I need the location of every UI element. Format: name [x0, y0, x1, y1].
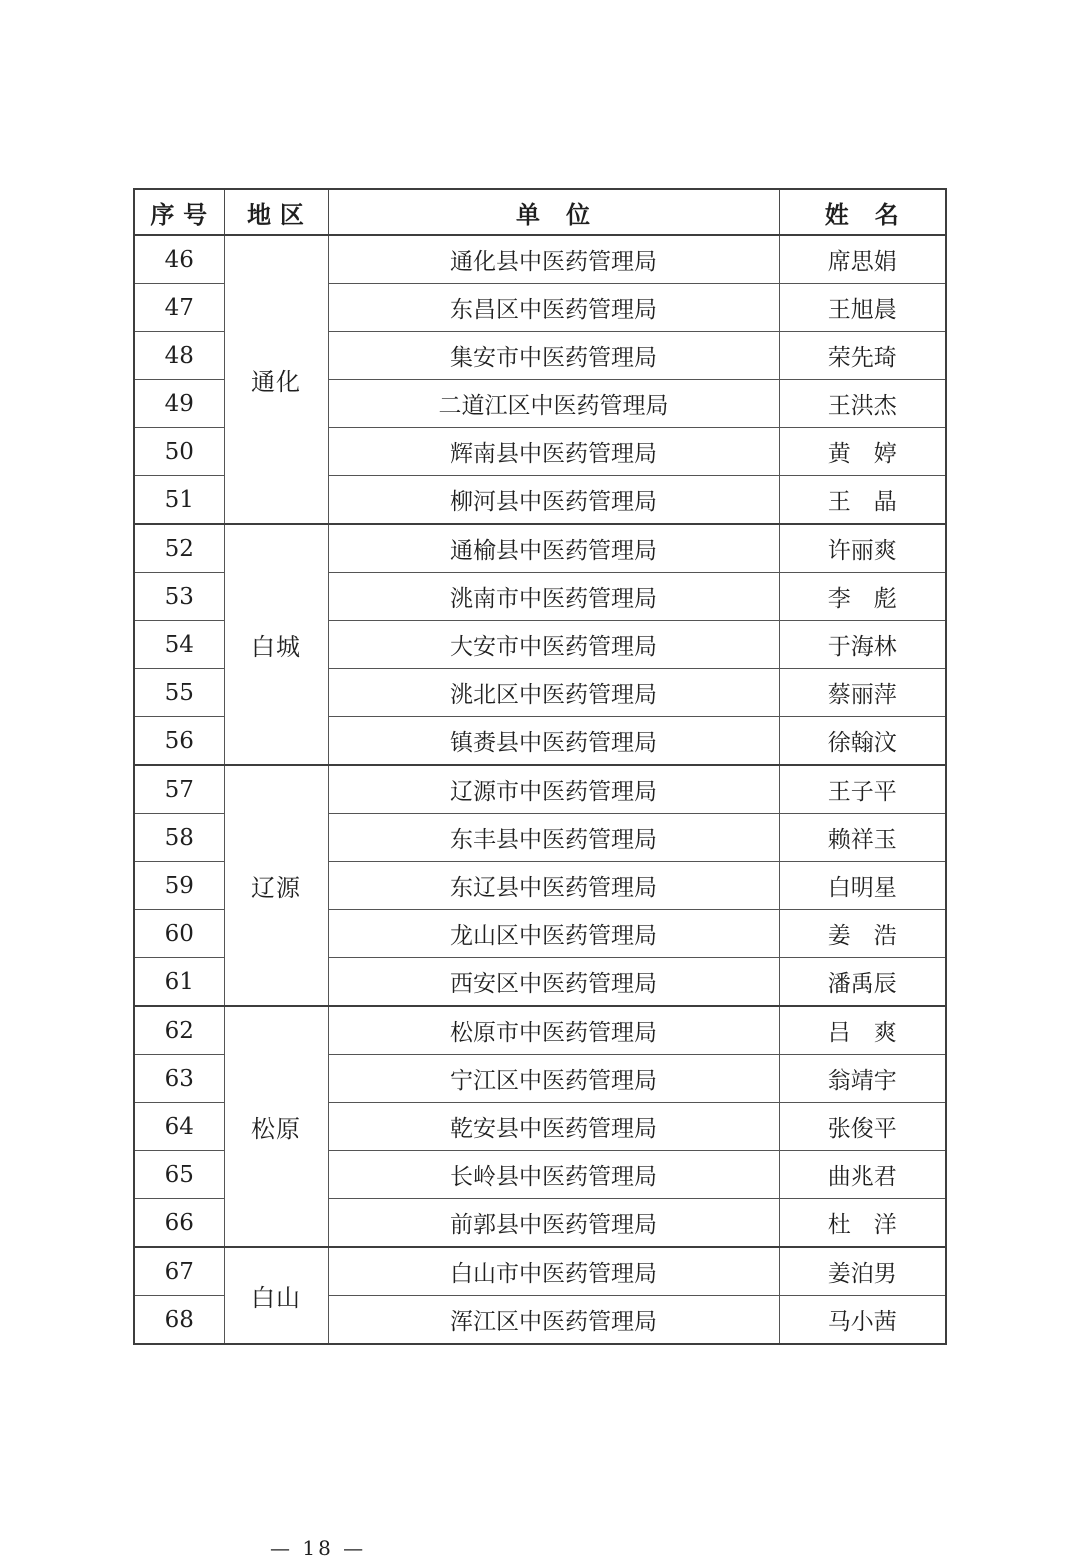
roster-table — [133, 188, 947, 1345]
cell-unit: 镇赉县中医药管理局 — [328, 717, 779, 766]
cell-unit: 集安市中医药管理局 — [328, 332, 779, 380]
cell-serial: 66 — [134, 1199, 224, 1248]
cell-unit: 龙山区中医药管理局 — [328, 910, 779, 958]
header-unit: 单 位 — [328, 189, 779, 235]
cell-serial: 50 — [134, 428, 224, 476]
cell-serial: 57 — [134, 765, 224, 814]
cell-serial: 67 — [134, 1247, 224, 1296]
table-row — [134, 1006, 946, 1055]
cell-unit: 长岭县中医药管理局 — [328, 1151, 779, 1199]
cell-unit: 宁江区中医药管理局 — [328, 1055, 779, 1103]
cell-serial: 64 — [134, 1103, 224, 1151]
cell-serial: 60 — [134, 910, 224, 958]
cell-name: 姜泊男 — [779, 1247, 946, 1296]
cell-name: 潘禹辰 — [779, 958, 946, 1007]
cell-region: 辽源 — [224, 765, 328, 1006]
cell-serial: 55 — [134, 669, 224, 717]
header-region: 地 区 — [224, 189, 328, 235]
cell-serial: 65 — [134, 1151, 224, 1199]
cell-serial: 56 — [134, 717, 224, 766]
cell-serial: 52 — [134, 524, 224, 573]
cell-name: 张俊平 — [779, 1103, 946, 1151]
cell-name: 姜 浩 — [779, 910, 946, 958]
header-row — [134, 189, 946, 235]
cell-serial: 51 — [134, 476, 224, 525]
cell-name: 席思娟 — [779, 235, 946, 284]
cell-name: 于海林 — [779, 621, 946, 669]
header-name: 姓 名 — [779, 189, 946, 235]
cell-serial: 59 — [134, 862, 224, 910]
table-row — [134, 524, 946, 573]
cell-name: 许丽爽 — [779, 524, 946, 573]
page-number: — 18 — — [270, 1536, 367, 1560]
cell-serial: 54 — [134, 621, 224, 669]
cell-name: 王子平 — [779, 765, 946, 814]
cell-name: 马小茜 — [779, 1296, 946, 1345]
cell-serial: 58 — [134, 814, 224, 862]
cell-name: 吕 爽 — [779, 1006, 946, 1055]
cell-unit: 前郭县中医药管理局 — [328, 1199, 779, 1248]
cell-unit: 浑江区中医药管理局 — [328, 1296, 779, 1345]
cell-unit: 通榆县中医药管理局 — [328, 524, 779, 573]
cell-serial: 48 — [134, 332, 224, 380]
cell-serial: 47 — [134, 284, 224, 332]
cell-name: 黄 婷 — [779, 428, 946, 476]
cell-unit: 白山市中医药管理局 — [328, 1247, 779, 1296]
cell-unit: 东丰县中医药管理局 — [328, 814, 779, 862]
cell-name: 白明星 — [779, 862, 946, 910]
cell-region: 通化 — [224, 235, 328, 524]
cell-unit: 松原市中医药管理局 — [328, 1006, 779, 1055]
cell-region: 白城 — [224, 524, 328, 765]
cell-unit: 柳河县中医药管理局 — [328, 476, 779, 525]
cell-unit: 乾安县中医药管理局 — [328, 1103, 779, 1151]
cell-serial: 62 — [134, 1006, 224, 1055]
cell-name: 李 彪 — [779, 573, 946, 621]
cell-serial: 63 — [134, 1055, 224, 1103]
cell-name: 蔡丽萍 — [779, 669, 946, 717]
table-body — [134, 235, 946, 1344]
cell-name: 曲兆君 — [779, 1151, 946, 1199]
table-header — [134, 189, 946, 235]
cell-name: 王旭晨 — [779, 284, 946, 332]
cell-serial: 61 — [134, 958, 224, 1007]
cell-serial: 68 — [134, 1296, 224, 1345]
cell-region: 松原 — [224, 1006, 328, 1247]
cell-name: 王 晶 — [779, 476, 946, 525]
cell-serial: 53 — [134, 573, 224, 621]
table-row — [134, 765, 946, 814]
cell-unit: 辉南县中医药管理局 — [328, 428, 779, 476]
cell-name: 杜 洋 — [779, 1199, 946, 1248]
document-page — [133, 188, 947, 1560]
table-row — [134, 235, 946, 284]
cell-region: 白山 — [224, 1247, 328, 1344]
cell-unit: 通化县中医药管理局 — [328, 235, 779, 284]
table-row — [134, 1247, 946, 1296]
cell-unit: 洮北区中医药管理局 — [328, 669, 779, 717]
header-serial: 序 号 — [134, 189, 224, 235]
cell-name: 荣先琦 — [779, 332, 946, 380]
cell-unit: 东辽县中医药管理局 — [328, 862, 779, 910]
cell-unit: 辽源市中医药管理局 — [328, 765, 779, 814]
cell-unit: 西安区中医药管理局 — [328, 958, 779, 1007]
cell-name: 徐翰汶 — [779, 717, 946, 766]
cell-unit: 东昌区中医药管理局 — [328, 284, 779, 332]
cell-unit: 大安市中医药管理局 — [328, 621, 779, 669]
cell-serial: 49 — [134, 380, 224, 428]
cell-name: 翁靖宇 — [779, 1055, 946, 1103]
cell-name: 赖祥玉 — [779, 814, 946, 862]
cell-unit: 洮南市中医药管理局 — [328, 573, 779, 621]
cell-serial: 46 — [134, 235, 224, 284]
cell-name: 王洪杰 — [779, 380, 946, 428]
cell-unit: 二道江区中医药管理局 — [328, 380, 779, 428]
